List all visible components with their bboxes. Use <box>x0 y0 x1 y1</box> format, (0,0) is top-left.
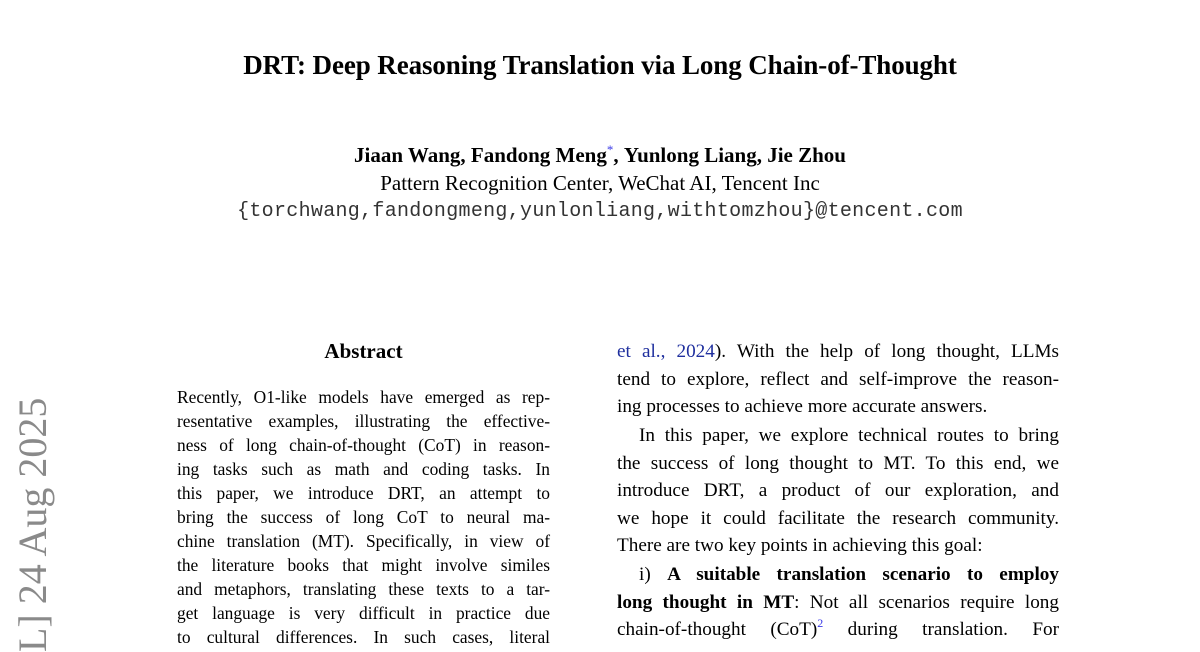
body-line: tend to explore, reflect and self-improve the reason- <box>617 368 1059 390</box>
abstract-line: chine translation (MT). Specifically, in view of <box>177 531 550 551</box>
author-name: Yunlong Liang, <box>623 143 762 167</box>
abstract-line: the literature books that might involve similes <box>177 555 550 575</box>
bold-text: long thought in MT <box>617 591 795 613</box>
body-line <box>617 561 1059 589</box>
abstract-line: Recently, O1-like models have emerged as rep- <box>177 387 550 407</box>
body-text: during translation. For <box>823 619 1059 640</box>
author-name: Jie Zhou <box>767 143 846 167</box>
arxiv-side-stamp: L] 24 Aug 2025 <box>10 397 55 652</box>
body-line: we hope it could facilitate the research community. <box>617 507 1059 529</box>
body-text: chain-of-thought (CoT) <box>617 619 818 640</box>
abstract-line: to cultural differences. In such cases, literal <box>177 627 550 647</box>
abstract-body <box>177 385 550 649</box>
author-name: Fandong Meng <box>470 143 607 167</box>
author-emails: {torchwang,fandongmeng,yunlonliang,withtomzhou}@tencent.com <box>237 200 963 223</box>
introduction-text <box>617 338 1059 644</box>
body-line <box>617 338 1059 366</box>
paragraph <box>617 422 1059 560</box>
abstract-line: resentative examples, illustrating the effective- <box>177 411 550 431</box>
abstract-line: ing tasks such as math and coding tasks. In <box>177 459 550 479</box>
paragraph <box>617 561 1059 644</box>
author-list <box>0 141 1200 169</box>
author-block <box>0 141 1200 197</box>
author-separator: , <box>613 143 619 167</box>
corresponding-author-mark[interactable]: * <box>606 142 614 157</box>
abstract-line: this paper, we introduce DRT, an attempt to <box>177 483 550 503</box>
citation-link[interactable]: et al., 2024 <box>617 341 715 362</box>
paper-title: DRT: Deep Reasoning Translation via Long Chain-of-Thought <box>243 50 957 80</box>
body-line: ing processes to achieve more accurate answers. <box>617 396 988 417</box>
author-name: Jiaan Wang, <box>353 143 466 167</box>
body-text: ). With the help of long thought, LLMs <box>714 341 1059 362</box>
bold-text: A suitable translation scenario to employ <box>667 564 1059 585</box>
footnote-marker[interactable]: 2 <box>817 616 824 630</box>
body-line: the success of long thought to MT. To this end, we <box>617 452 1059 474</box>
abstract-line: bring the success of long CoT to neural ma- <box>177 507 550 527</box>
list-marker: i) <box>639 564 668 585</box>
abstract-heading: Abstract <box>324 339 403 363</box>
abstract-line: and metaphors, translating these texts to a tar- <box>177 579 550 599</box>
body-line <box>617 616 1059 644</box>
body-line: There are two key points in achieving this goal: <box>617 535 983 556</box>
body-line: introduce DRT, a product of our exploration, and <box>617 480 1059 501</box>
abstract-line: get language is very difficult in practice due <box>177 603 550 623</box>
body-line <box>617 589 1059 617</box>
body-text: : Not all scenarios require long <box>794 591 1059 613</box>
abstract-line: ness of long chain-of-thought (CoT) in reason- <box>177 435 550 455</box>
affiliation: Pattern Recognition Center, WeChat AI, Tencent Inc <box>380 171 820 195</box>
body-line: In this paper, we explore technical routes to bring <box>639 425 1059 446</box>
